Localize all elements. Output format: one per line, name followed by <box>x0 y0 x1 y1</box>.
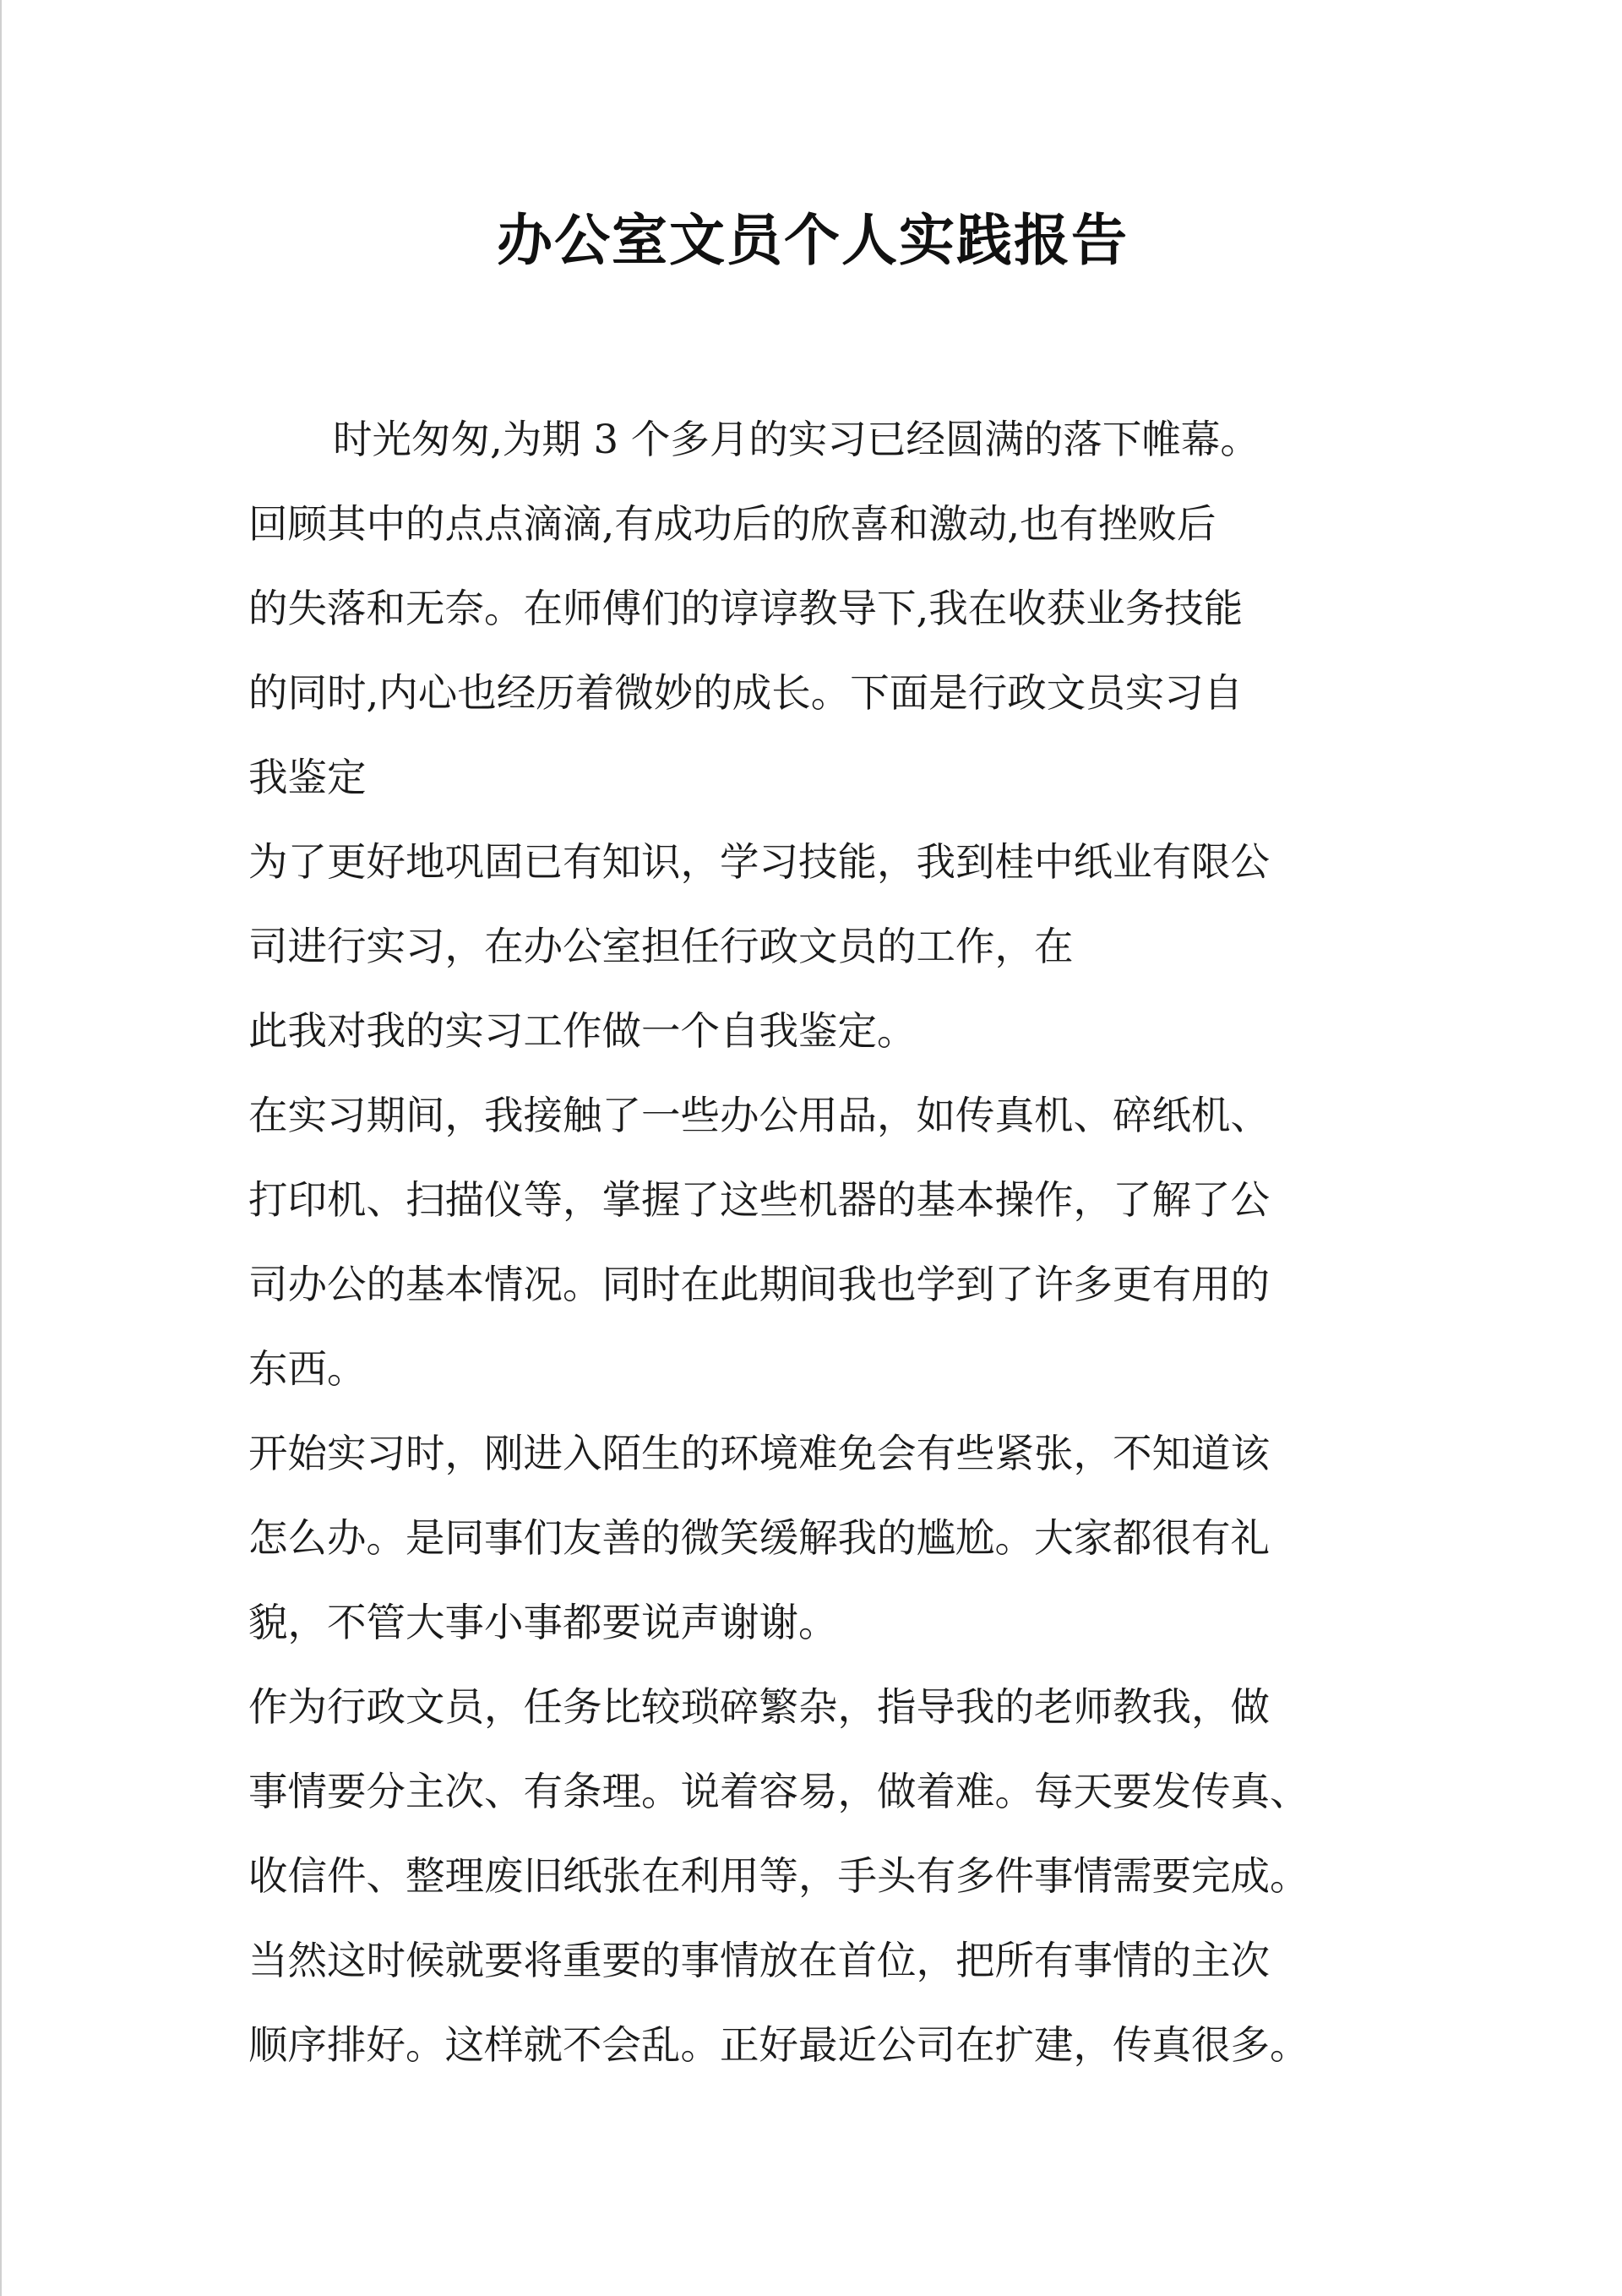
body-line: 在实习期间，我接触了一些办公用品，如传真机、碎纸机、 <box>248 1093 1270 1138</box>
body-line: 顺序排好。这样就不会乱。正好最近公司在扩建，传真很多。 <box>248 2022 1309 2068</box>
document-title: 办公室文员个人实践报告 <box>497 208 1129 273</box>
body-line: 此我对我的实习工作做一个自我鉴定。 <box>248 1008 917 1054</box>
body-line: 怎么办。是同事们友善的微笑缓解我的尴尬。大家都很有礼 <box>248 1515 1270 1561</box>
body-line: 貌，不管大事小事都要说声谢谢。 <box>248 1600 838 1645</box>
document-body <box>248 397 1380 2087</box>
body-line: 事情要分主次、有条理。说着容易，做着难。每天要发传真、 <box>248 1769 1309 1814</box>
body-line: 打印机、扫描仪等，掌握了这些机器的基本操作，了解了公 <box>248 1177 1270 1223</box>
body-line: 当然这时候就要将重要的事情放在首位，把所有事情的主次 <box>248 1938 1270 1983</box>
body-line: 司办公的基本情况。同时在此期间我也学到了许多更有用的 <box>248 1262 1270 1307</box>
body-line: 的失落和无奈。在师傅们的谆谆教导下,我在收获业务技能 <box>248 586 1244 631</box>
body-line: 开始实习时，刚进入陌生的环境难免会有些紧张，不知道该 <box>248 1431 1270 1476</box>
body-line: 收信件、整理废旧纸张在利用等，手头有多件事情需要完成。 <box>248 1853 1309 1899</box>
body-line: 为了更好地巩固已有知识，学习技能，我到桂中纸业有限公 <box>248 839 1270 885</box>
body-line: 的同时,内心也经历着微妙的成长。下面是行政文员实习自 <box>248 670 1244 716</box>
body-line: 东西。 <box>248 1346 367 1392</box>
body-line: 我鉴定 <box>248 755 367 800</box>
body-line: 回顾其中的点点滴滴,有成功后的欣喜和激动,也有挫败后 <box>248 501 1216 547</box>
body-line: 作为行政文员，任务比较琐碎繁杂，指导我的老师教我，做 <box>248 1684 1270 1730</box>
body-line: 时光匆匆,为期 3 个多月的实习已经圆满的落下帷幕。 <box>333 417 1260 462</box>
body-line: 司进行实习，在办公室担任行政文员的工作，在 <box>248 924 1074 969</box>
